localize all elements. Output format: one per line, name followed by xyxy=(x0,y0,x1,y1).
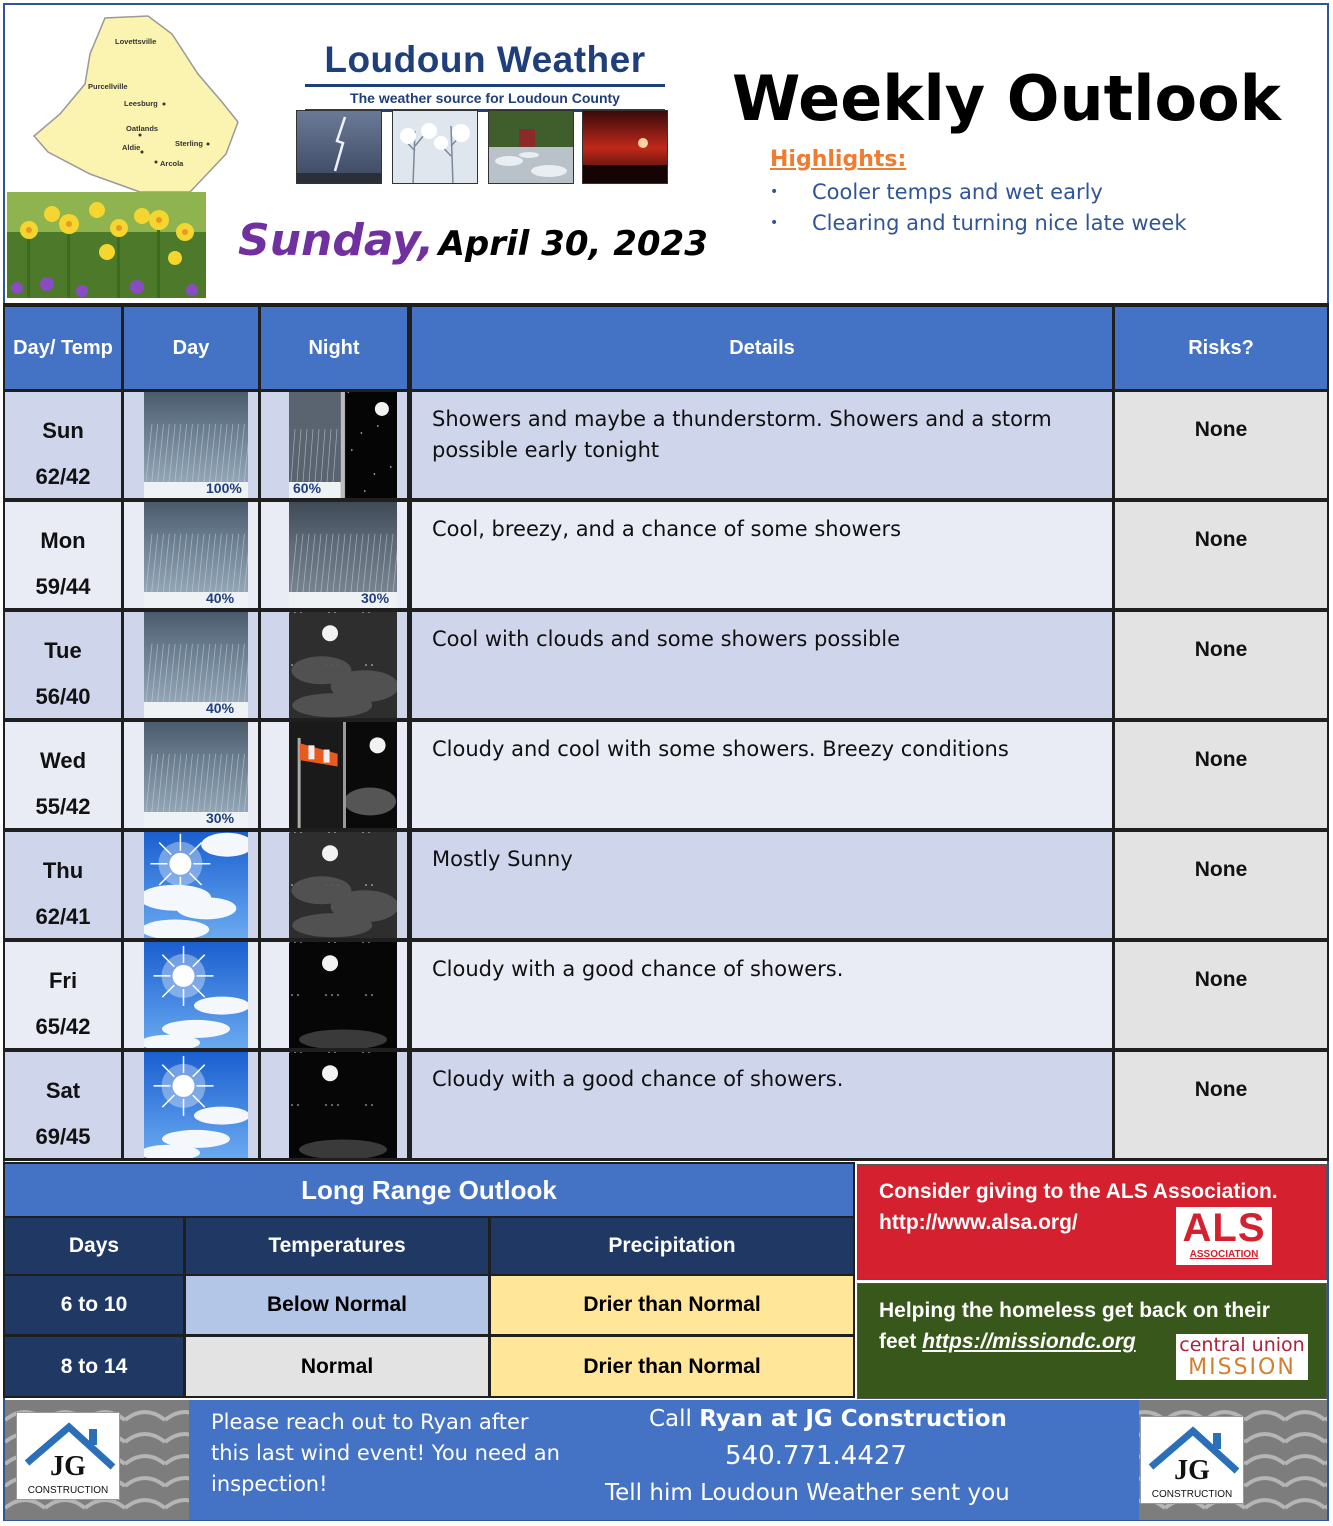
jg-construction-logo xyxy=(1140,1416,1244,1504)
daffodils-photo xyxy=(7,192,206,298)
details-cell: Cool, breezy, and a chance of some showers xyxy=(412,502,1112,608)
footer-left-line: this last wind event! You need an xyxy=(211,1441,560,1465)
brand-title: Loudoun Weather xyxy=(305,38,665,87)
day-temp-cell xyxy=(5,722,121,828)
loudoun-county-map xyxy=(30,14,240,196)
sponsor-panel xyxy=(189,1400,1139,1520)
temps: 62/42 xyxy=(35,464,91,489)
risk-cell: None xyxy=(1115,722,1327,828)
night-icon-cell xyxy=(261,1052,407,1158)
temps: 62/41 xyxy=(35,904,91,929)
lr-temps: Below Normal xyxy=(186,1276,488,1334)
jg-letters: JG xyxy=(50,1451,86,1482)
risk-cell: None xyxy=(1115,612,1327,718)
mostly-sunny-icon xyxy=(144,832,248,938)
long-range-outlook xyxy=(3,1162,855,1398)
lr-header-temps: Temperatures xyxy=(186,1218,488,1274)
page-title: Weekly Outlook xyxy=(732,62,1281,135)
precip-chance: 60% xyxy=(293,480,322,496)
date-text: April 30, 2023 xyxy=(438,224,708,264)
precip-chance: 30% xyxy=(361,590,390,606)
highlight-item xyxy=(770,180,1103,204)
day-temp-cell xyxy=(5,612,121,718)
map-town: Lovettsville xyxy=(115,37,157,46)
day-icon-cell xyxy=(124,502,258,608)
details-cell: Cool with clouds and some showers possible xyxy=(412,612,1112,718)
brand-tagline: The weather source for Loudoun County xyxy=(305,90,665,112)
als-text: Consider giving to the ALS Association. xyxy=(879,1180,1278,1203)
day-name: Mon xyxy=(40,528,86,553)
als-logo-text: ALS xyxy=(1182,1206,1266,1250)
night-icon-cell xyxy=(261,942,407,1048)
day-temp-cell xyxy=(5,1052,121,1158)
day-name: Sat xyxy=(45,1078,81,1103)
footer-phone[interactable]: 540.771.4427 xyxy=(725,1441,907,1471)
cloudy-moon-icon xyxy=(289,612,397,718)
details-cell: Cloudy with a good chance of showers. xyxy=(412,942,1112,1048)
day-icon-cell xyxy=(124,832,258,938)
header-risks: Risks? xyxy=(1115,307,1327,389)
jg-word: CONSTRUCTION xyxy=(27,1485,109,1496)
sunset-photo xyxy=(582,110,668,184)
sponsor-footer xyxy=(5,1400,1327,1520)
lr-days: 6 to 10 xyxy=(5,1276,183,1334)
sunny-icon xyxy=(144,1052,248,1158)
night-icon-cell xyxy=(261,502,407,608)
highlight-text: Clearing and turning nice late week xyxy=(812,211,1187,235)
day-name: Tue xyxy=(44,638,82,663)
sunny-icon xyxy=(144,942,248,1048)
lr-precip: Drier than Normal xyxy=(491,1337,853,1396)
date-weekday: Sunday, xyxy=(238,215,435,266)
jg-letters: JG xyxy=(1174,1455,1210,1486)
lr-temps: Normal xyxy=(186,1337,488,1396)
details-cell: Showers and maybe a thunderstorm. Showers and a storm possible early tonight xyxy=(412,392,1112,498)
night-icon-cell xyxy=(261,722,407,828)
day-name: Fri xyxy=(48,968,78,993)
header-day: Day xyxy=(124,307,258,389)
header-details: Details xyxy=(412,307,1112,389)
lr-precip: Drier than Normal xyxy=(491,1276,853,1334)
temps: 56/40 xyxy=(35,684,91,709)
details-cell: Mostly Sunny xyxy=(412,832,1112,938)
jg-construction-logo xyxy=(16,1412,120,1500)
map-town: Sterling xyxy=(175,139,203,148)
temps: 69/45 xyxy=(35,1124,91,1149)
day-temp-cell xyxy=(5,832,121,938)
day-temp-cell xyxy=(5,392,121,498)
highlights-title: Highlights: xyxy=(770,147,907,172)
highlight-text: Cooler temps and wet early xyxy=(812,180,1103,204)
map-town: Purcellville xyxy=(88,82,128,91)
footer-tagline: Tell him Loudoun Weather sent you xyxy=(605,1480,1010,1506)
map-town: Leesburg xyxy=(124,99,158,108)
map-town: Oatlands xyxy=(126,124,159,133)
temps: 55/42 xyxy=(35,794,91,819)
footer-call xyxy=(649,1406,1007,1432)
day-name: Sun xyxy=(42,418,84,443)
mission-ad[interactable] xyxy=(857,1283,1327,1399)
day-icon-cell xyxy=(124,722,258,828)
call-company: Ryan at JG Construction xyxy=(699,1406,1007,1432)
map-town: Arcola xyxy=(160,159,184,168)
mission-logo-top: central union xyxy=(1179,1334,1305,1356)
mission-logo-bottom: MISSION xyxy=(1188,1355,1296,1380)
clear-moon-icon xyxy=(289,942,397,1048)
lr-header-days: Days xyxy=(5,1218,183,1274)
windsock-moon-icon xyxy=(289,722,397,828)
day-icon-cell xyxy=(124,612,258,718)
mission-prefix: feet xyxy=(879,1330,923,1353)
risk-cell: None xyxy=(1115,832,1327,938)
call-prefix: Call xyxy=(649,1406,700,1432)
flood-photo xyxy=(488,110,574,184)
day-name: Wed xyxy=(39,748,87,773)
forecast-date xyxy=(238,215,708,266)
mission-text: Helping the homeless get back on their xyxy=(879,1299,1270,1322)
map-town: Aldie xyxy=(122,143,141,152)
forecast-table xyxy=(3,303,1329,1161)
risk-cell: None xyxy=(1115,502,1327,608)
risk-cell: None xyxy=(1115,1052,1327,1158)
footer-left-line: inspection! xyxy=(211,1472,328,1496)
precip-chance: 100% xyxy=(206,480,242,496)
day-temp-cell xyxy=(5,942,121,1048)
temps: 65/42 xyxy=(35,1014,91,1039)
details-cell: Cloudy and cool with some showers. Breezy conditions xyxy=(412,722,1112,828)
day-name: Thu xyxy=(42,858,84,883)
night-icon-cell xyxy=(261,392,407,498)
mission-logo xyxy=(1176,1334,1308,1380)
day-icon-cell xyxy=(124,1052,258,1158)
als-link[interactable]: http://www.alsa.org/ xyxy=(879,1211,1078,1234)
night-icon-cell xyxy=(261,612,407,718)
day-icon-cell xyxy=(124,942,258,1048)
day-icon-cell xyxy=(124,392,258,498)
mission-link[interactable]: https://missiondc.org xyxy=(922,1330,1136,1353)
jg-word: CONSTRUCTION xyxy=(1151,1489,1233,1500)
cloudy-moon-icon xyxy=(289,832,397,938)
bullet-icon: • xyxy=(770,215,779,231)
als-logo xyxy=(1176,1207,1272,1265)
temps: 59/44 xyxy=(35,574,91,599)
night-icon-cell xyxy=(261,832,407,938)
bullet-icon: • xyxy=(770,184,779,200)
brand-logo xyxy=(305,38,665,112)
lr-days: 8 to 14 xyxy=(5,1337,183,1396)
lightning-photo xyxy=(296,110,382,184)
header-day-temp: Day/ Temp xyxy=(5,307,121,389)
risk-cell: None xyxy=(1115,942,1327,1048)
clear-moon-icon xyxy=(289,1052,397,1158)
als-ad[interactable] xyxy=(857,1164,1327,1280)
precip-chance: 40% xyxy=(206,700,235,716)
day-temp-cell xyxy=(5,502,121,608)
precip-chance: 30% xyxy=(206,810,235,826)
snow-trees-photo xyxy=(392,110,478,184)
mission-text-2 xyxy=(879,1330,1136,1354)
als-logo-sub: ASSOCIATION xyxy=(1189,1249,1259,1260)
lr-header-precip: Precipitation xyxy=(491,1218,853,1274)
highlight-item xyxy=(770,211,1187,235)
risk-cell: None xyxy=(1115,392,1327,498)
precip-chance: 40% xyxy=(206,590,235,606)
footer-left-line: Please reach out to Ryan after xyxy=(211,1410,529,1434)
long-range-title: Long Range Outlook xyxy=(5,1164,853,1216)
header-night: Night xyxy=(261,307,407,389)
details-cell: Cloudy with a good chance of showers. xyxy=(412,1052,1112,1158)
